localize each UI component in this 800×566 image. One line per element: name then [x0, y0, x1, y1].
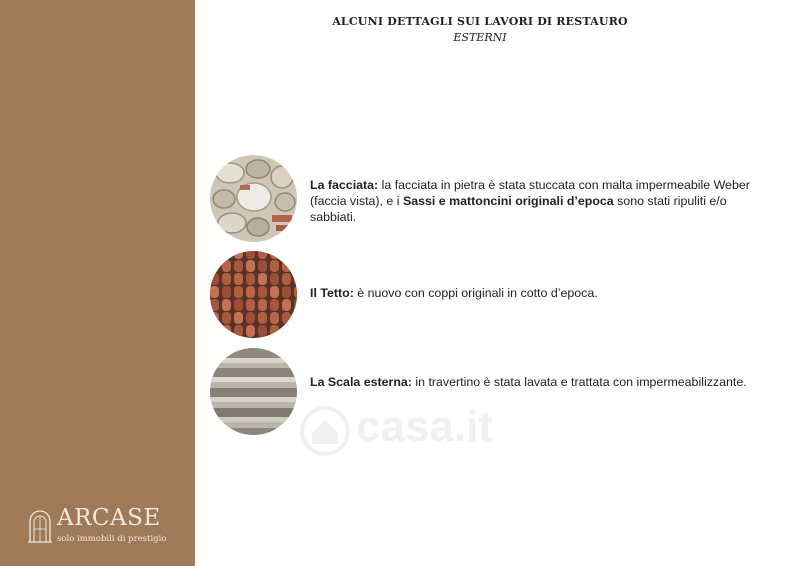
stone-facade-photo: [210, 155, 297, 242]
watermark: [300, 400, 550, 470]
stairs-label: La Scala esterna:: [310, 375, 412, 389]
watermark-text: casa.it: [356, 402, 493, 451]
page-title: ALCUNI DETTAGLI SUI LAVORI DI RESTAURO: [332, 15, 628, 28]
brand: [28, 507, 188, 549]
list-item-roof: [210, 251, 770, 339]
facade-label: La facciata:: [310, 178, 379, 192]
brand-tagline: solo immobili di prestigio: [57, 534, 167, 544]
roof-label: Il Tetto:: [310, 286, 354, 300]
list-item-facade: [210, 155, 770, 243]
terracotta-roof-photo: [210, 251, 297, 338]
brand-name: ARCASE: [57, 505, 161, 531]
travertine-stairs-photo: [210, 348, 297, 435]
stairs-description: [310, 374, 760, 390]
facade-description: [310, 177, 760, 225]
arch-logo-icon: [28, 509, 52, 543]
roof-description: [310, 285, 760, 301]
page-header: [230, 15, 730, 44]
house-icon: [300, 406, 350, 456]
facade-emphasis: Sassi e mattoncini originali d’epoca: [402, 194, 614, 208]
roof-text: è nuovo con coppi originali in cotto d’epoca.: [353, 286, 598, 300]
facade-text-b: sono stati ripuliti e/o sabbiati.: [310, 194, 727, 224]
facade-text-a: la facciata in pietra è stata stuccata con malta impermeabile Weber (faccia vista), e i: [310, 178, 750, 208]
page-subtitle: ESTERNI: [453, 31, 507, 44]
sidebar: [0, 0, 195, 566]
stairs-text: in travertino è stata lavata e trattata con impermeabilizzante.: [411, 375, 747, 389]
